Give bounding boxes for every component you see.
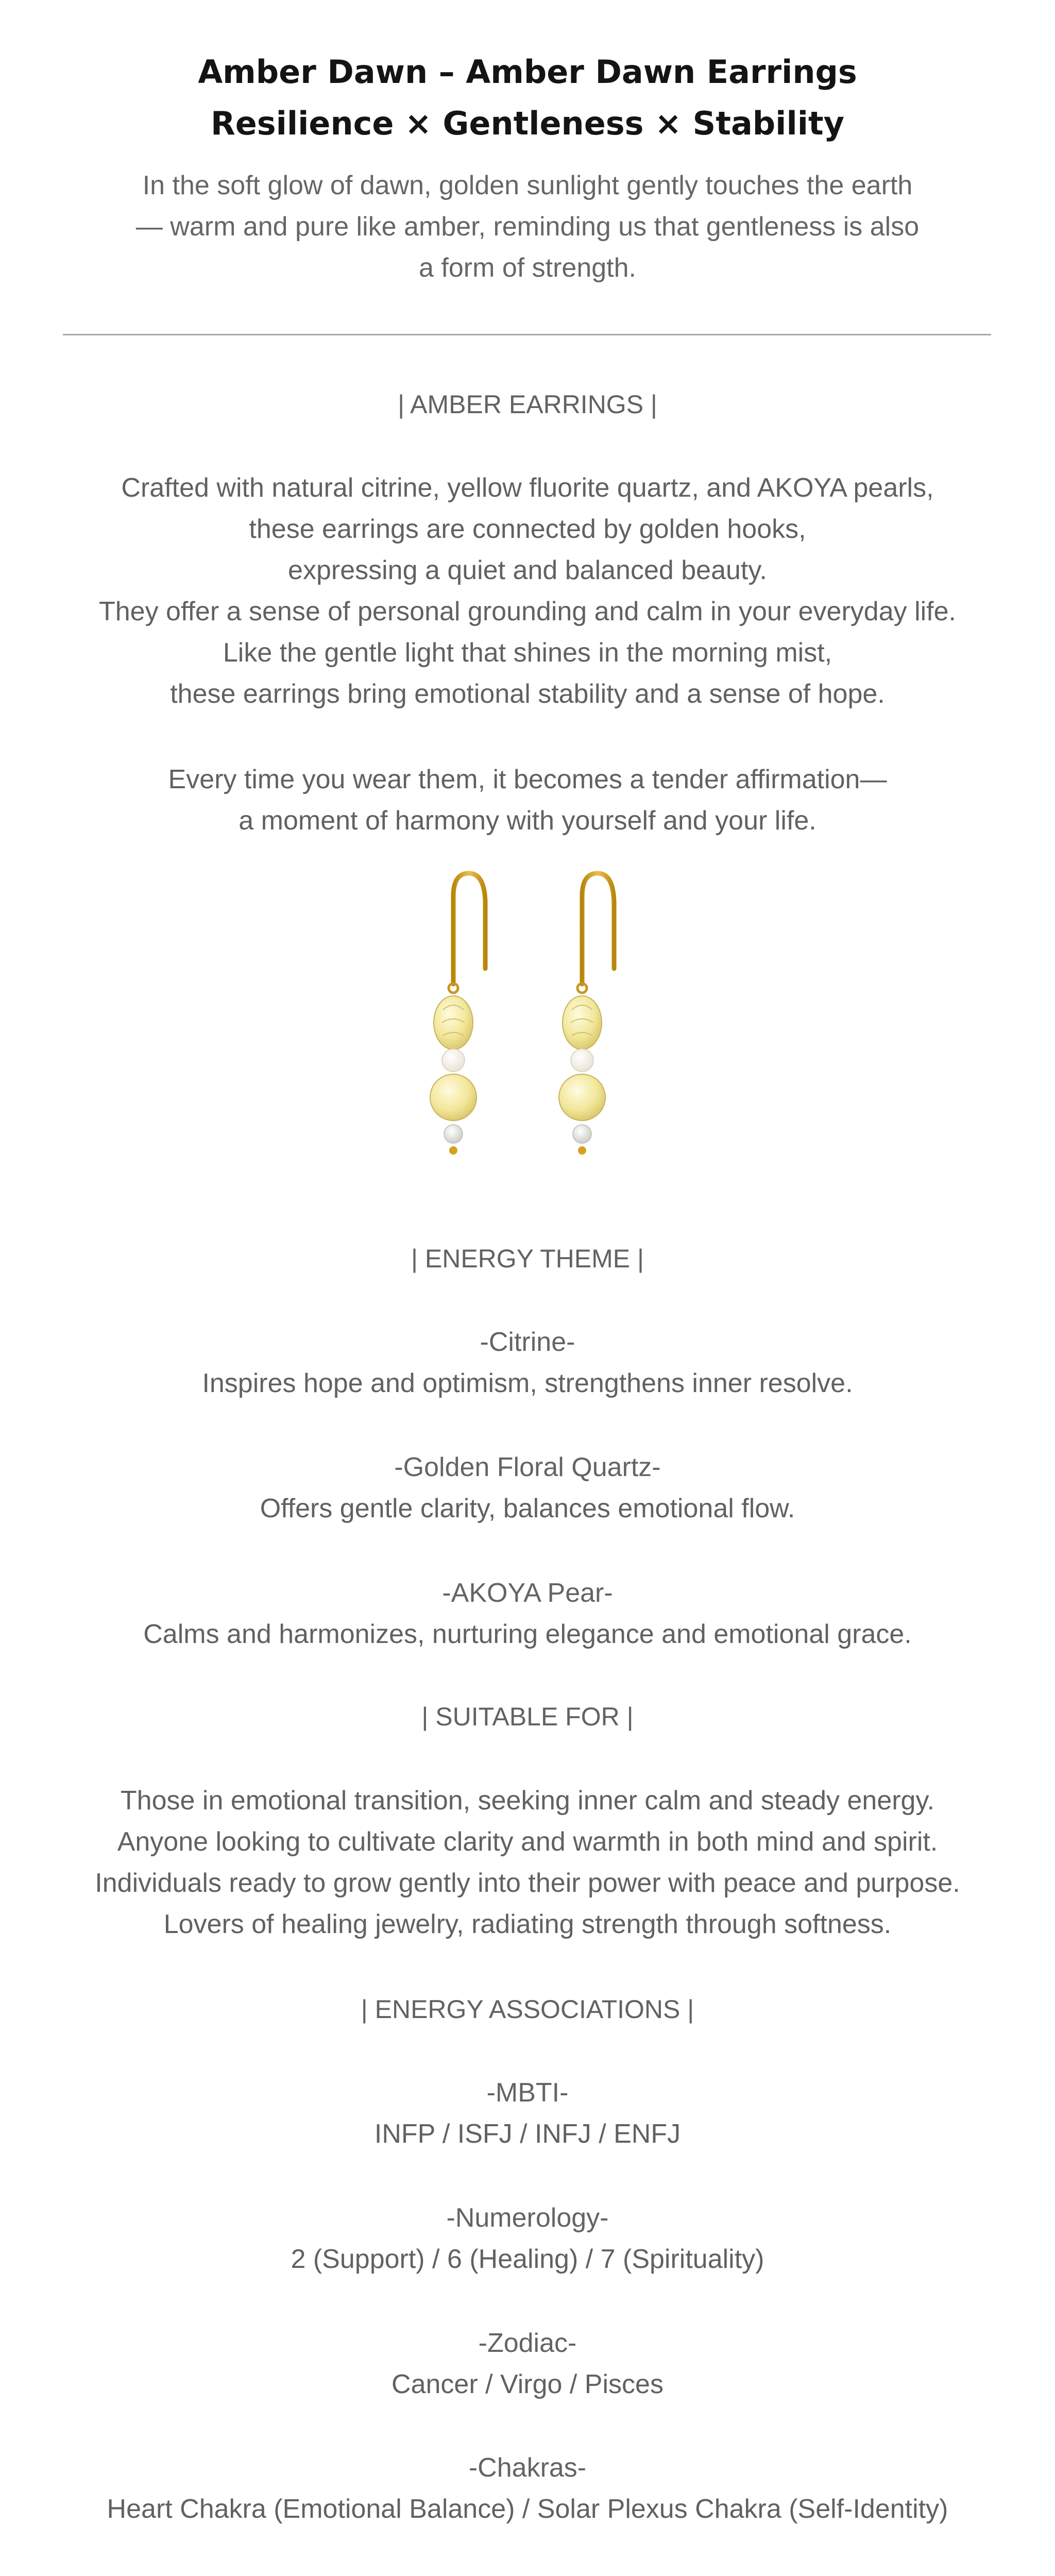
energy-theme-label-akoya-pearl: -AKOYA Pear- [442, 1578, 613, 1608]
association-text-chakras: Heart Chakra (Emotional Balance) / Solar Plexus Chakra (Self-Identity) [107, 2494, 948, 2524]
association-label-mbti: -MBTI- [486, 2078, 569, 2108]
energy-theme-label-golden-floral-quartz: -Golden Floral Quartz- [394, 1452, 661, 1482]
suitable-for-list [0, 1780, 1055, 1945]
energy-theme-label-citrine: -Citrine- [480, 1327, 575, 1357]
left-earring [430, 873, 485, 1155]
right-earring [559, 873, 614, 1155]
energy-theme-text-akoya-pearl: Calms and harmonizes, nurturing elegance and emotional grace. [143, 1619, 912, 1649]
association-label-numerology: -Numerology- [446, 2203, 609, 2233]
description-line: They offer a sense of personal grounding and calm in your everyday life. [99, 597, 956, 626]
suitable-for-line: Anyone looking to cultivate clarity and warmth in both mind and spirit. [117, 1827, 938, 1857]
suitable-for-line: Individuals ready to grow gently into their power with peace and purpose. [95, 1868, 960, 1898]
intro-line: — warm and pure like amber, reminding us that gentleness is also [135, 212, 920, 242]
page-title-line-2: Resilience × Gentleness × Stability [210, 105, 844, 142]
earrings-product-image [392, 866, 659, 1200]
intro-line: a form of strength. [419, 253, 636, 283]
energy-theme-heading: | ENERGY THEME | [411, 1244, 644, 1273]
association-label-chakras: -Chakras- [468, 2453, 587, 2483]
description-line: Crafted with natural citrine, yellow fluorite quartz, and AKOYA pearls, [121, 473, 934, 503]
affirmation-line: Every time you wear them, it becomes a tender affirmation— [168, 765, 887, 794]
energy-theme-text-citrine: Inspires hope and optimism, strengthens inner resolve. [202, 1368, 853, 1398]
description-line: these earrings bring emotional stability and a sense of hope. [170, 679, 885, 709]
energy-associations-heading: | ENERGY ASSOCIATIONS | [361, 1995, 694, 2024]
section-divider [63, 334, 991, 335]
energy-theme-text-golden-floral-quartz: Offers gentle clarity, balances emotional flow. [260, 1494, 795, 1523]
association-text-numerology: 2 (Support) / 6 (Healing) / 7 (Spirituality) [291, 2244, 764, 2274]
intro-paragraph [0, 165, 1055, 289]
description-line: Like the gentle light that shines in the morning mist, [223, 638, 832, 668]
suitable-for-heading: | SUITABLE FOR | [421, 1702, 634, 1731]
amber-earrings-affirmation [0, 759, 1055, 841]
amber-earrings-description [0, 467, 1055, 715]
suitable-for-line: Those in emotional transition, seeking inner calm and steady energy. [120, 1786, 935, 1816]
intro-line: In the soft glow of dawn, golden sunlight gently touches the earth [142, 171, 913, 200]
affirmation-line: a moment of harmony with yourself and your life. [239, 806, 816, 836]
association-text-mbti: INFP / ISFJ / INFJ / ENFJ [374, 2119, 681, 2149]
association-label-zodiac: -Zodiac- [478, 2328, 577, 2358]
suitable-for-line: Lovers of healing jewelry, radiating strength through softness. [163, 1909, 892, 1939]
page-title-line-1: Amber Dawn – Amber Dawn Earrings [198, 53, 857, 91]
amber-earrings-heading: | AMBER EARRINGS | [398, 390, 657, 419]
description-line: these earrings are connected by golden hooks, [249, 514, 806, 544]
association-text-zodiac: Cancer / Virgo / Pisces [392, 2369, 663, 2399]
description-line: expressing a quiet and balanced beauty. [288, 555, 767, 585]
association-label-birthstones [0, 2572, 1055, 2576]
